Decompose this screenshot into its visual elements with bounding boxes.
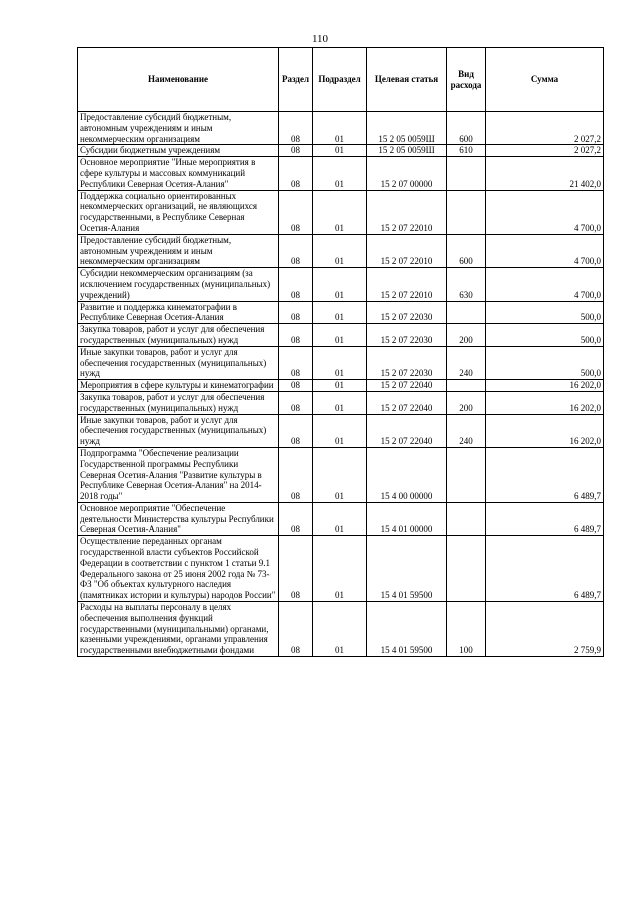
cell-sum: 500,0	[486, 324, 604, 347]
cell-target: 15 4 00 00000	[367, 447, 447, 502]
cell-target: 15 2 07 22010	[367, 268, 447, 301]
header-sum: Сумма	[486, 48, 604, 112]
cell-target: 15 4 01 59500	[367, 536, 447, 602]
cell-razdel: 08	[279, 145, 313, 157]
table-row	[78, 190, 604, 234]
cell-sum: 500,0	[486, 346, 604, 379]
cell-podrazdel: 01	[313, 268, 367, 301]
cell-razdel: 08	[279, 414, 313, 447]
cell-podrazdel: 01	[313, 324, 367, 347]
cell-razdel: 08	[279, 502, 313, 535]
cell-sum: 6 489,7	[486, 502, 604, 535]
table-row	[78, 145, 604, 157]
cell-name: Поддержка социально ориентированных некоммерческих организаций, не являющихся государственными, в Республике Северная Осетия-Алания	[78, 190, 279, 234]
cell-razdel: 08	[279, 234, 313, 267]
cell-vid	[447, 447, 486, 502]
cell-name: Субсидии некоммерческим организациям (за исключением государственных (муниципальных) учреждений)	[78, 268, 279, 301]
cell-target: 15 2 07 22030	[367, 346, 447, 379]
cell-sum: 2 759,9	[486, 602, 604, 657]
cell-podrazdel: 01	[313, 112, 367, 145]
cell-name: Подпрограмма "Обеспечение реализации Государственной программы Республики Северная Осетия-Алания "Развитие культуры в Республике Северная Осетия-Алания" на 2014-2018 годы"	[78, 447, 279, 502]
cell-razdel: 08	[279, 268, 313, 301]
cell-vid	[447, 380, 486, 392]
cell-razdel: 08	[279, 157, 313, 190]
cell-vid: 600	[447, 112, 486, 145]
cell-vid: 600	[447, 234, 486, 267]
cell-podrazdel: 01	[313, 391, 367, 414]
cell-razdel: 08	[279, 190, 313, 234]
table-row	[78, 414, 604, 447]
cell-name: Основное мероприятие "Иные мероприятия в сфере культуры и массовых коммуникаций Республики Северная Осетия-Алания"	[78, 157, 279, 190]
table-row	[78, 391, 604, 414]
page-number: 110	[311, 33, 329, 45]
cell-target: 15 4 01 59500	[367, 602, 447, 657]
table-row	[78, 447, 604, 502]
table-row	[78, 301, 604, 324]
cell-podrazdel: 01	[313, 414, 367, 447]
cell-target: 15 2 07 22030	[367, 324, 447, 347]
cell-podrazdel: 01	[313, 190, 367, 234]
cell-sum: 16 202,0	[486, 414, 604, 447]
cell-podrazdel: 01	[313, 346, 367, 379]
cell-podrazdel: 01	[313, 301, 367, 324]
cell-razdel: 08	[279, 301, 313, 324]
table-body	[78, 112, 604, 657]
table-row	[78, 502, 604, 535]
cell-target: 15 2 07 22040	[367, 391, 447, 414]
cell-sum: 6 489,7	[486, 447, 604, 502]
cell-vid	[447, 502, 486, 535]
cell-razdel: 08	[279, 391, 313, 414]
cell-target: 15 4 01 00000	[367, 502, 447, 535]
cell-razdel: 08	[279, 602, 313, 657]
table-row	[78, 536, 604, 602]
header-name: Наименование	[78, 48, 279, 112]
cell-vid: 200	[447, 391, 486, 414]
cell-vid	[447, 190, 486, 234]
cell-target: 15 2 07 22040	[367, 380, 447, 392]
cell-vid	[447, 536, 486, 602]
cell-razdel: 08	[279, 447, 313, 502]
cell-vid: 240	[447, 414, 486, 447]
cell-name: Субсидии бюджетным учреждениям	[78, 145, 279, 157]
cell-target: 15 2 07 00000	[367, 157, 447, 190]
cell-name: Развитие и поддержка кинематографии в Республике Северная Осетия-Алания	[78, 301, 279, 324]
cell-target: 15 2 07 22030	[367, 301, 447, 324]
table-row	[78, 324, 604, 347]
cell-name: Осуществление переданных органам государственной власти субъектов Российской Федерации в соответствии с пунктом 1 статьи 9.1 Федерального закона от 25 июня 2002 года № 73-ФЗ "Об объектах культурного наследия (памятниках истории и культуры) народов России"	[78, 536, 279, 602]
header-vid: Вид расхода	[447, 48, 486, 112]
cell-sum: 16 202,0	[486, 391, 604, 414]
table-row	[78, 112, 604, 145]
cell-vid: 240	[447, 346, 486, 379]
cell-name: Закупка товаров, работ и услуг для обеспечения государственных (муниципальных) нужд	[78, 391, 279, 414]
cell-name: Иные закупки товаров, работ и услуг для обеспечения государственных (муниципальных) нужд	[78, 414, 279, 447]
cell-target: 15 2 05 0059Ш	[367, 112, 447, 145]
cell-sum: 16 202,0	[486, 380, 604, 392]
cell-vid: 200	[447, 324, 486, 347]
header-target: Целевая статья	[367, 48, 447, 112]
cell-razdel: 08	[279, 324, 313, 347]
cell-podrazdel: 01	[313, 380, 367, 392]
cell-podrazdel: 01	[313, 145, 367, 157]
cell-vid: 630	[447, 268, 486, 301]
cell-name: Предоставление субсидий бюджетным, автономным учреждениям и иным некоммерческим организациям	[78, 234, 279, 267]
table-row	[78, 346, 604, 379]
cell-name: Закупка товаров, работ и услуг для обеспечения государственных (муниципальных) нужд	[78, 324, 279, 347]
cell-name: Расходы на выплаты персоналу в целях обеспечения выполнения функций государственными (муниципальными) органами, казенными учреждениями, органами управления государственными внебюджетными фондами	[78, 602, 279, 657]
budget-table	[77, 47, 604, 657]
cell-razdel: 08	[279, 346, 313, 379]
cell-sum: 2 027,2	[486, 145, 604, 157]
cell-target: 15 2 05 0059Ш	[367, 145, 447, 157]
cell-podrazdel: 01	[313, 502, 367, 535]
header-razdel: Раздел	[279, 48, 313, 112]
cell-vid: 610	[447, 145, 486, 157]
cell-name: Иные закупки товаров, работ и услуг для обеспечения государственных (муниципальных) нужд	[78, 346, 279, 379]
table-row	[78, 234, 604, 267]
cell-podrazdel: 01	[313, 536, 367, 602]
cell-vid: 100	[447, 602, 486, 657]
cell-target: 15 2 07 22040	[367, 414, 447, 447]
cell-razdel: 08	[279, 536, 313, 602]
cell-podrazdel: 01	[313, 157, 367, 190]
cell-vid	[447, 301, 486, 324]
cell-name: Основное мероприятие "Обеспечение деятельности Министерства культуры Республики Северная Осетия-Алания"	[78, 502, 279, 535]
cell-sum: 2 027,2	[486, 112, 604, 145]
cell-sum: 21 402,0	[486, 157, 604, 190]
cell-sum: 4 700,0	[486, 190, 604, 234]
table-header-row	[78, 48, 604, 112]
cell-razdel: 08	[279, 112, 313, 145]
cell-sum: 6 489,7	[486, 536, 604, 602]
cell-sum: 4 700,0	[486, 268, 604, 301]
cell-name: Предоставление субсидий бюджетным, автономным учреждениям и иным некоммерческим организациям	[78, 112, 279, 145]
cell-razdel: 08	[279, 380, 313, 392]
cell-podrazdel: 01	[313, 447, 367, 502]
cell-podrazdel: 01	[313, 602, 367, 657]
header-podrazdel: Подраздел	[313, 48, 367, 112]
cell-podrazdel: 01	[313, 234, 367, 267]
cell-vid	[447, 157, 486, 190]
cell-target: 15 2 07 22010	[367, 190, 447, 234]
table-row	[78, 157, 604, 190]
table-row	[78, 602, 604, 657]
cell-sum: 4 700,0	[486, 234, 604, 267]
table-row	[78, 380, 604, 392]
cell-name: Мероприятия в сфере культуры и кинематографии	[78, 380, 279, 392]
table-row	[78, 268, 604, 301]
cell-sum: 500,0	[486, 301, 604, 324]
cell-target: 15 2 07 22010	[367, 234, 447, 267]
